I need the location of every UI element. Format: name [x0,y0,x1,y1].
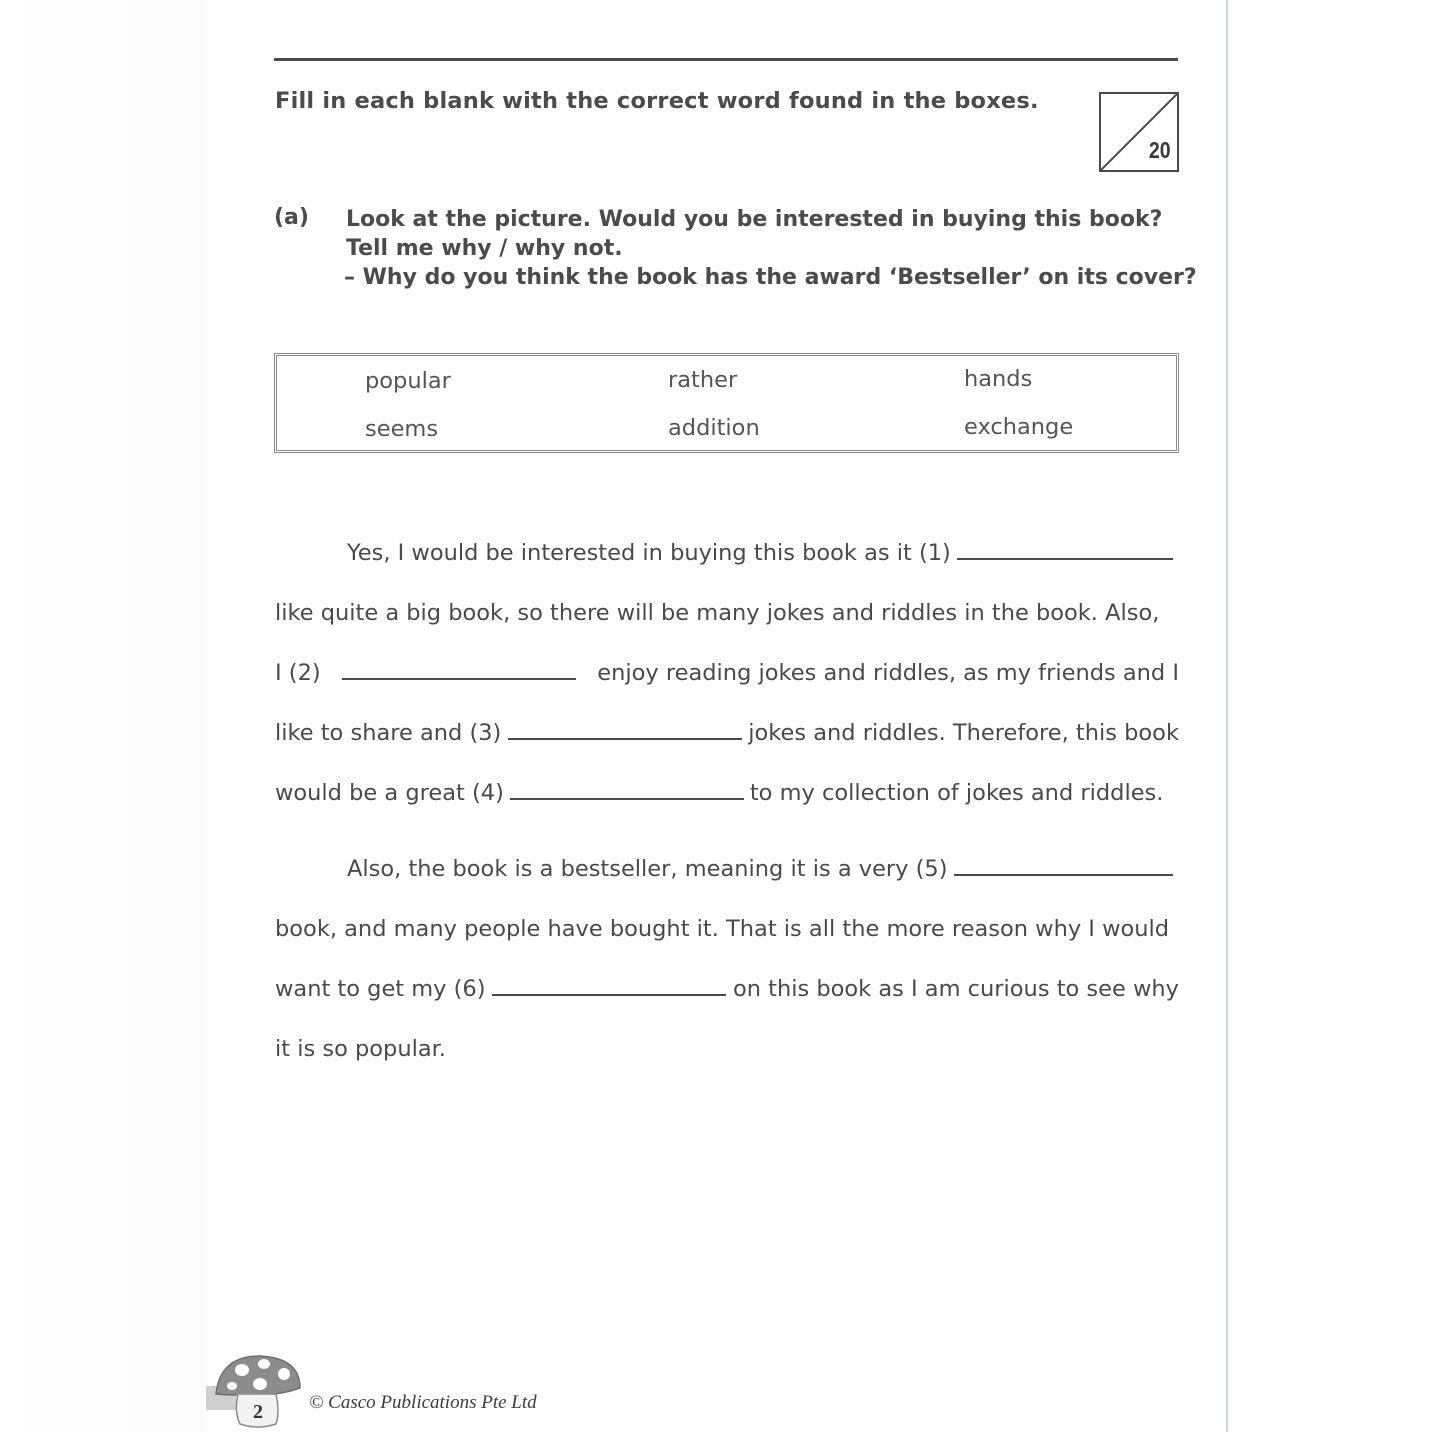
question-line-2: Tell me why / why not. [346,236,623,261]
passage-text: like to share and (3) [275,720,502,746]
word-seems: seems [365,416,439,442]
score-box [1099,92,1179,172]
top-rule [274,58,1178,61]
word-exchange: exchange [964,414,1074,440]
passage-text: like quite a big book, so there will be many jokes and riddles in the book. Also, [275,600,1160,626]
question-text [344,205,1197,292]
passage-line [275,780,1179,820]
passage-line [347,540,1179,580]
blank-2[interactable] [342,660,576,680]
passage-text: Yes, I would be interested in buying this book as it (1) [347,540,951,566]
page-left-shadow [0,0,205,1432]
blank-6[interactable] [492,976,726,996]
passage-line [275,976,1179,1016]
word-addition: addition [668,415,760,441]
passage-text: want to get my (6) [275,976,486,1002]
word-rather: rather [668,367,738,393]
passage-text: to my collection of jokes and riddles. [749,780,1164,806]
passage-text: on this book as I am curious to see why [732,976,1179,1002]
passage-line [275,916,1179,956]
passage-text: Also, the book is a bestseller, meaning it is a very (5) [347,856,948,882]
instruction-heading: Fill in each blank with the correct word found in the boxes. [275,88,1039,114]
passage-line [275,600,1179,640]
passage-line [275,720,1179,760]
passage-text: jokes and riddles. Therefore, this book [748,720,1179,746]
passage-text: enjoy reading jokes and riddles, as my friends and I [597,660,1179,686]
word-popular: popular [365,368,451,394]
page-number: 2 [253,1401,263,1423]
question-label: (a) [274,205,309,230]
blank-3[interactable] [508,720,742,740]
passage-text: it is so popular. [275,1036,446,1062]
blank-5[interactable] [954,856,1173,876]
word-box [274,353,1179,453]
passage-text: I (2) [275,660,321,686]
passage-line [275,660,1179,700]
blank-1[interactable] [957,540,1173,560]
mushroom-icon [206,1352,306,1432]
passage-text: would be a great (4) [275,780,504,806]
score-total: 20 [1149,137,1171,163]
passage-text: book, and many people have bought it. That is all the more reason why I would [275,916,1170,942]
mushroom-logo [206,1352,306,1436]
question-line-1: Look at the picture. Would you be interested in buying this book? [346,207,1163,232]
page-right-margin [1228,0,1432,1432]
passage-line [275,1036,1179,1076]
question-line-3: – Why do you think the book has the award ‘Bestseller’ on its cover? [344,265,1197,290]
passage-line [347,856,1179,896]
blank-4[interactable] [510,780,744,800]
word-hands: hands [964,366,1033,392]
copyright-text: © Casco Publications Pte Ltd [309,1392,537,1413]
